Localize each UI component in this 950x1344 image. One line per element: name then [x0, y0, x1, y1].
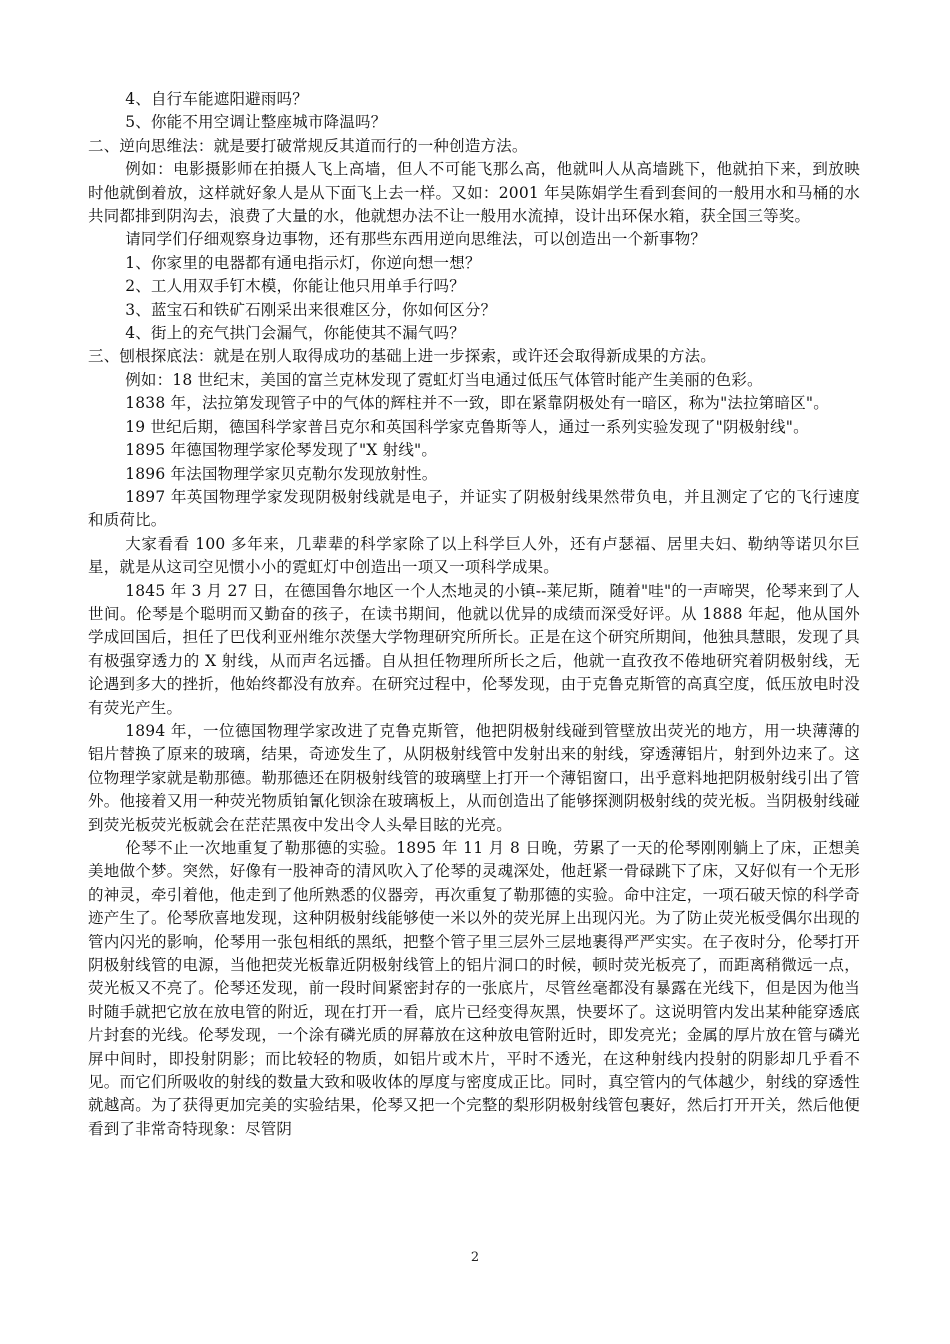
text-line: 5、你能不用空调让整座城市降温吗？: [125, 113, 387, 132]
page-number: 2: [470, 1250, 480, 1265]
paragraph: 1894 年，一位德国物理学家改进了克鲁克斯管，他把阴极射线碰到管壁放出荧光的地方，用一块薄薄的铝片替换了原来的玻璃，结果，奇迹发生了，从阴极射线管中发射出来的射线，穿透薄铝片，射到外边来了。这位物理学家就是勒那德。勒那德还在阴极射线管的玻璃壁上打开一个薄铝窗口，出乎意料地把阴极射线引出了管外。他接着又用一种荧光物质铂氰化钡涂在玻璃板上，从而创造出了能够探测阴极射线的荧光板。当阴极射线碰到荧光板荧光板就会在茫茫黑夜中发出令人头晕目眩的光亮。: [88, 721, 860, 834]
paragraph: 请同学们仔细观察身边事物，还有那些东西用逆向思维法，可以创造出一个新事物？: [125, 230, 707, 249]
text-line: 4、自行车能遮阳避雨吗？: [125, 90, 308, 108]
paragraph: 1895 年德国物理学家伦琴发现了"X 射线"。: [125, 441, 438, 460]
list-item: 3、蓝宝石和铁矿石刚采出来很难区分，你如何区分？: [125, 300, 497, 319]
section-heading: 三、刨根探底法：就是在别人取得成功的基础上进一步探索，或许还会取得新成果的方法。: [88, 347, 717, 366]
list-item: 2、工人用双手钉木模，你能让他只用单手行吗？: [125, 277, 465, 296]
list-item: 4、街上的充气拱门会漏气，你能使其不漏气吗？: [125, 324, 465, 343]
body-text: [88, 88, 860, 1141]
paragraph: 1896 年法国物理学家贝克勒尔发现放射性。: [125, 464, 438, 483]
section-heading: 二、逆向思维法：就是要打破常规反其道而行的一种创造方法。: [88, 136, 528, 155]
paragraph: 伦琴不止一次地重复了勒那德的实验。1895 年 11 月 8 日晚，劳累了一天的伦琴刚刚躺上了床，正想美美地做个梦。突然，好像有一股神奇的清风吹入了伦琴的灵魂深处，他赶紧一骨碌跳下了床，又好似有一个无形的神灵，牵引着他，他走到了他所熟悉的仪器旁，再次重复了勒那德的实验。命中注定，一项石破天惊的科学奇迹产生了。伦琴欣喜地发现，这种阴极射线能够使一米以外的荧光屏上出现闪光。为了防止荧光板受偶尔出现的管内闪光的影响，伦琴用一张包相纸的黑纸，把整个管子里三层外三层地裹得严严实实。在子夜时分，伦琴打开阴极射线管的电源，当他把荧光板靠近阴极射线管上的铝片洞口的时候，顿时荧光板亮了，而距离稍微远一点，荧光板又不亮了。伦琴还发现，前一段时间紧密封存的一张底片，尽管丝毫都没有暴露在光线下，但是因为他当时随手就把它放在放电管的附近，现在打开一看，底片已经变得灰黑，快要坏了。这说明管内发出某种能穿透底片封套的光线。伦琴发现，一个涂有磷光质的屏幕放在这种放电管附近时，即发亮光；金属的厚片放在管与磷光屏中间时，即投射阴影；而比较轻的物质，如铝片或木片，平时不透光，在这种射线内投射的阴影却几乎看不见。而它们所吸收的射线的数量大致和吸收体的厚度与密度成正比。同时，真空管内的气体越少，射线的穿透性就越高。为了获得更加完美的实验结果，伦琴又把一个完整的梨形阴极射线管包裹好，然后打开开关，然后他便看到了非常奇特现象：尽管阴: [88, 839, 860, 1138]
paragraph: 例如：18 世纪末，美国的富兰克林发现了霓虹灯当电通过低压气体管时能产生美丽的色彩。: [125, 370, 763, 389]
paragraph: 例如：电影摄影师在拍摄人飞上高墙，但人不可能飞那么高，他就叫人从高墙跳下，他就拍下来，到放映时他就倒着放，这样就好象人是从下面飞上去一样。又如：2001 年吴陈娟学生看到套间的一般用水和马桶的水共同都排到阴沟去，浪费了大量的水，他就想办法不让一般用水流掉，设计出环保水箱，获全国三等奖。: [88, 160, 860, 226]
paragraph: 1845 年 3 月 27 日，在德国鲁尔地区一个人杰地灵的小镇--莱尼斯，随着"哇"的一声啼哭，伦琴来到了人世间。伦琴是个聪明而又勤奋的孩子，在读书期间，他就以优异的成绩而深受好评。从 1888 年起，他从国外学成回国后，担任了巴伐利亚州维尔茨堡大学物理研究所所长。正是在这个研究所期间，他独具慧眼，发现了具有极强穿透力的 X 射线，从而声名远播。自从担任物理所所长之后，他就一直孜孜不倦地研究着阴极射线，无论遇到多大的挫折，他始终都没有放弃。在研究过程中，伦琴发现，由于克鲁克斯管的高真空度，低压放电时没有荧光产生。: [88, 581, 860, 717]
paragraph: 1897 年英国物理学家发现阴极射线就是电子，并证实了阴极射线果然带负电，并且测定了它的飞行速度和质荷比。: [88, 487, 860, 530]
paragraph: 19 世纪后期，德国科学家普吕克尔和英国科学家克鲁斯等人，通过一系列实验发现了"阴极射线"。: [125, 417, 809, 436]
list-item: 1、你家里的电器都有通电指示灯，你逆向想一想？: [125, 253, 481, 272]
paragraph: 大家看看 100 多年来，几辈辈的科学家除了以上科学巨人外，还有卢瑟福、居里夫妇、勒纳等诺贝尔巨星，就是从这司空见惯小小的霓虹灯中创造出一项又一项科学成果。: [88, 534, 860, 577]
paragraph: 1838 年，法拉第发现管子中的气体的辉柱并不一致，即在紧靠阴极处有一暗区，称为"法拉第暗区"。: [125, 394, 829, 413]
